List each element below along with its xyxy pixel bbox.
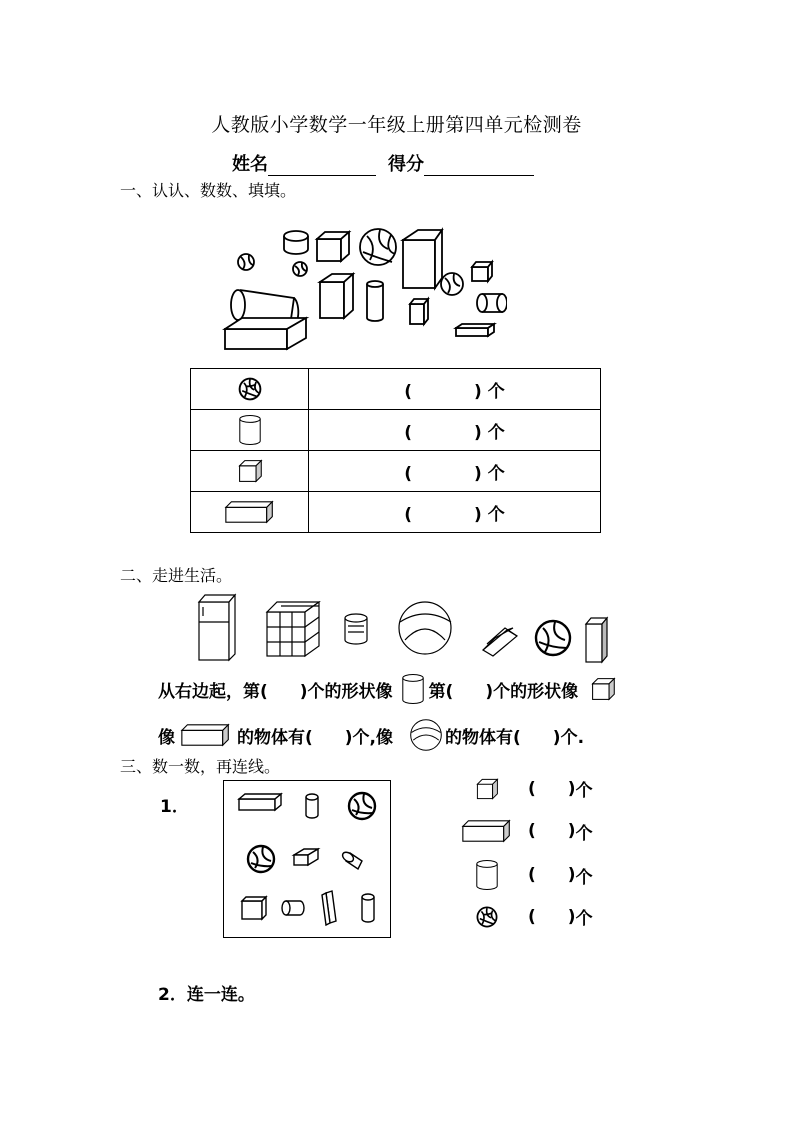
section2-heading: 二、走进生活。 — [120, 566, 233, 585]
ball-icon — [248, 846, 274, 872]
count-table — [190, 368, 601, 533]
page-title: 人教版小学数学一年级上册第四单元检测卷 — [211, 114, 582, 136]
cylinder-icon — [306, 794, 318, 818]
cube-icon — [474, 777, 500, 801]
sentence-line2: 像 的物体有( )个,像 的物体有( )个. — [158, 718, 584, 752]
section3-heading: 三、数一数，再连线。 — [120, 757, 281, 776]
shapes-box — [223, 780, 391, 938]
count-row: ( ) 个 — [450, 776, 593, 801]
count-row: ( ) 个 — [450, 818, 593, 844]
life-objects — [195, 592, 615, 664]
answer-cell[interactable]: ( ) 个 — [309, 492, 601, 533]
refrigerator-icon — [199, 595, 235, 660]
table-row — [191, 369, 601, 410]
ball-icon — [237, 376, 263, 402]
answer-cell[interactable]: ( ) 个 — [309, 410, 601, 451]
question-1-label: 1． — [160, 797, 189, 817]
cuboid-icon — [294, 849, 318, 865]
name-field[interactable] — [268, 157, 376, 176]
question-2-label: 2．连一连。 — [158, 985, 255, 1005]
score-label: 得分 — [388, 154, 424, 175]
sentence-line1: 从右边起，第( )个的形状像 第( )个的形状像 — [158, 672, 616, 706]
cube-icon — [236, 458, 264, 484]
cuboid-icon — [224, 499, 276, 525]
name-score-row — [232, 150, 534, 176]
cylinder-icon — [341, 850, 362, 869]
can-icon — [345, 614, 367, 644]
cuboid-icon — [461, 818, 513, 844]
cuboid-icon — [179, 722, 233, 748]
shapes-illustration — [222, 222, 507, 354]
table-row — [191, 451, 601, 492]
score-field[interactable] — [424, 157, 534, 176]
volleyball-icon — [536, 621, 570, 655]
cuboid-icon — [239, 794, 281, 810]
cube-icon — [590, 676, 616, 702]
ball-icon — [475, 905, 499, 929]
cube-icon — [242, 897, 266, 919]
table-row — [191, 492, 601, 533]
ball-icon — [349, 793, 375, 819]
box-icon — [586, 618, 607, 662]
count-row: ( ) 个 — [450, 904, 593, 929]
answer-cell[interactable]: ( ) 个 — [309, 451, 601, 492]
cylinder-icon — [362, 894, 374, 922]
answer-cell[interactable]: ( ) 个 — [309, 369, 601, 410]
name-label: 姓名 — [232, 154, 268, 175]
count-row: ( ) 个 — [450, 858, 593, 892]
cylinder-icon — [282, 901, 304, 915]
section1-heading: 一、认认、数数、填填。 — [120, 181, 297, 200]
cylinder-icon — [474, 858, 500, 892]
cuboid-icon — [322, 891, 336, 925]
rubiks-cube-icon — [267, 602, 319, 656]
table-row — [191, 410, 601, 451]
eraser-icon — [483, 628, 517, 656]
cylinder-icon — [399, 672, 427, 706]
cylinder-icon — [237, 413, 263, 447]
beach-ball-icon — [399, 602, 451, 654]
beach-ball-icon — [409, 718, 443, 752]
